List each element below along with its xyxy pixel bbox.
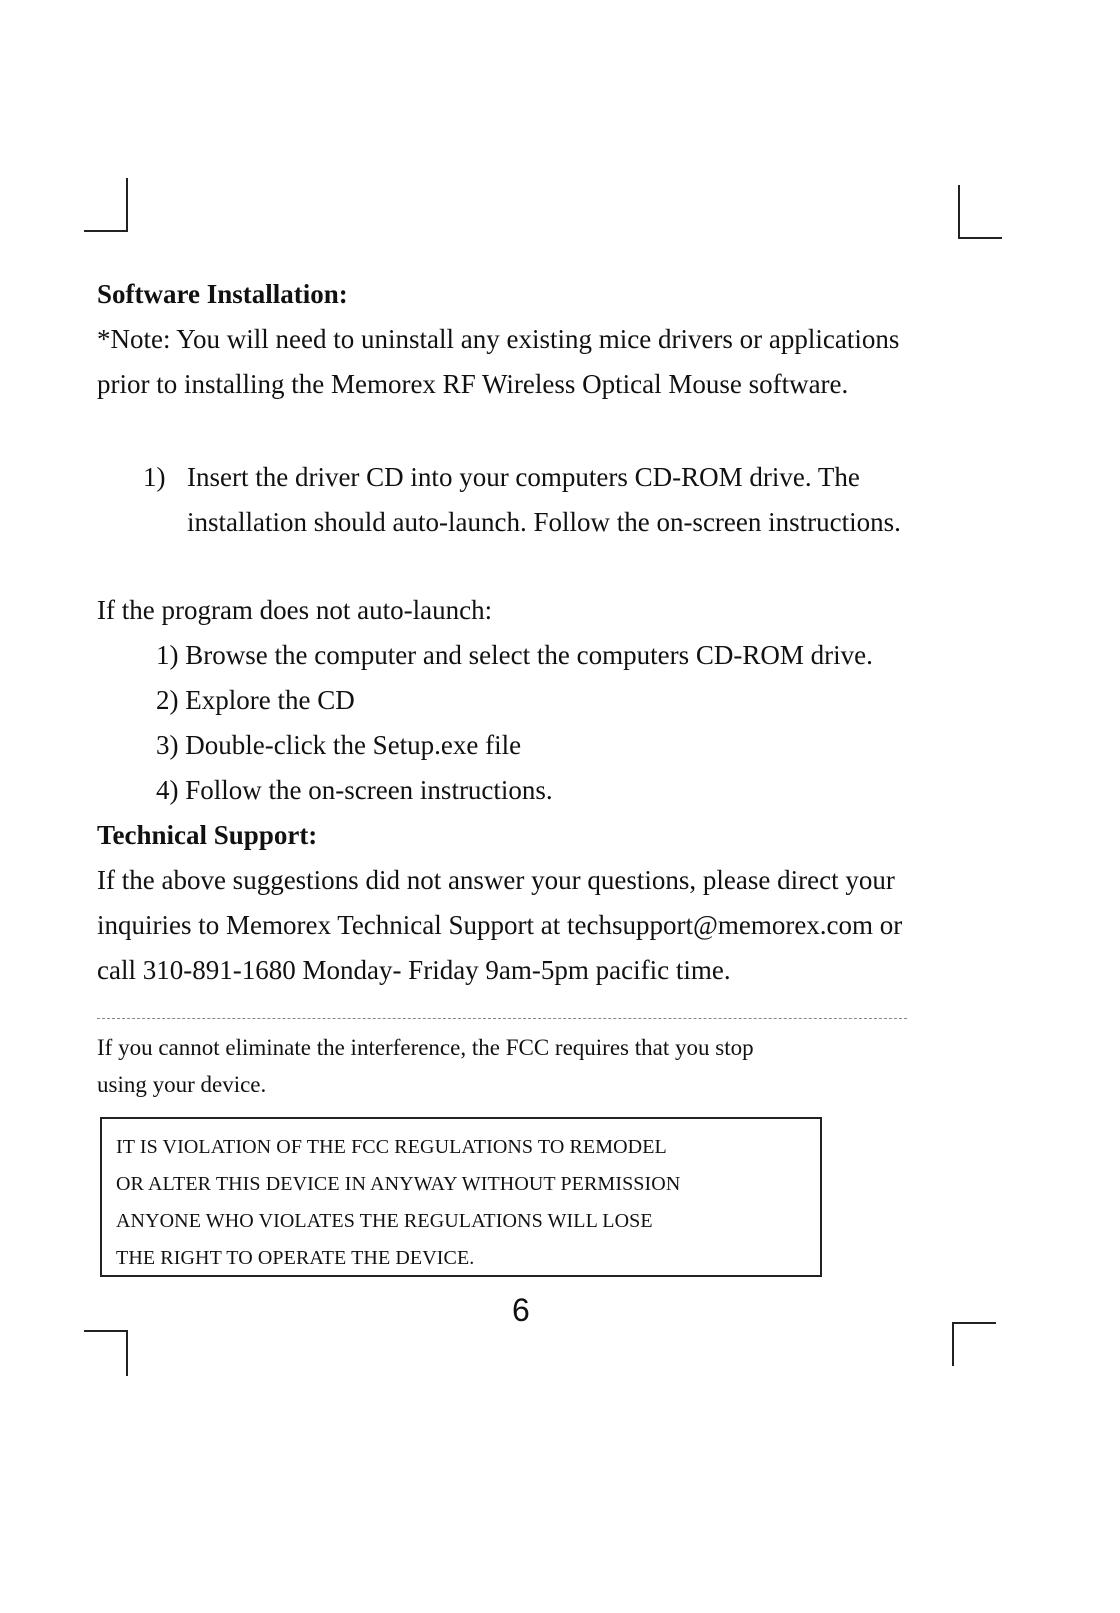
- crop-mark-top-left-vertical: [126, 178, 128, 232]
- technical-support-heading: Technical Support:: [97, 820, 318, 850]
- note-line-2: prior to installing the Memorex RF Wireless Optical Mouse software.: [97, 369, 849, 399]
- crop-mark-bottom-left-vertical: [126, 1330, 128, 1376]
- page-number: 6: [512, 1292, 530, 1328]
- no-autolaunch-step-3: 3) Double-click the Setup.exe file: [156, 730, 522, 760]
- tech-support-line-1: If the above suggestions did not answer your questions, please direct your: [97, 865, 895, 895]
- no-autolaunch-step-2: 2) Explore the CD: [156, 685, 355, 715]
- fcc-line-1: If you cannot eliminate the interference, the FCC requires that you stop: [97, 1035, 754, 1060]
- fcc-warning-line-4: THE RIGHT TO OPERATE THE DEVICE.: [116, 1247, 475, 1269]
- dashed-divider: [97, 1018, 907, 1019]
- fcc-warning-line-3: ANYONE WHO VIOLATES THE REGULATIONS WILL LOSE: [116, 1210, 653, 1232]
- crop-mark-top-left-horizontal: [84, 230, 128, 232]
- crop-mark-top-right-vertical: [958, 185, 960, 239]
- no-autolaunch-step-1: 1) Browse the computer and select the computers CD-ROM drive.: [156, 640, 873, 670]
- note-line-1: *Note: You will need to uninstall any existing mice drivers or applications: [97, 324, 900, 354]
- fcc-warning-line-2: OR ALTER THIS DEVICE IN ANYWAY WITHOUT PERMISSION: [116, 1173, 681, 1195]
- fcc-warning-box: [100, 1117, 822, 1277]
- software-installation-heading: Software Installation:: [97, 279, 348, 309]
- fcc-warning-line-1: IT IS VIOLATION OF THE FCC REGULATIONS TO REMODEL: [116, 1136, 667, 1158]
- crop-mark-bottom-left-horizontal: [84, 1330, 128, 1332]
- fcc-line-2: using your device.: [97, 1072, 267, 1097]
- crop-mark-bottom-right-horizontal: [952, 1322, 996, 1324]
- crop-mark-bottom-right-vertical: [952, 1322, 954, 1366]
- crop-mark-top-right-horizontal: [958, 237, 1002, 239]
- step-1-number: 1): [143, 462, 166, 492]
- no-autolaunch-step-4: 4) Follow the on-screen instructions.: [156, 775, 553, 805]
- step-1-line-1: Insert the driver CD into your computers CD-ROM drive. The: [187, 462, 860, 492]
- tech-support-line-2: inquiries to Memorex Technical Support at techsupport@memorex.com or: [97, 910, 903, 940]
- tech-support-line-3: call 310-891-1680 Monday- Friday 9am-5pm pacific time.: [97, 955, 731, 985]
- step-1-line-2: installation should auto-launch. Follow the on-screen instructions.: [187, 507, 901, 537]
- no-autolaunch-intro: If the program does not auto-launch:: [97, 595, 493, 625]
